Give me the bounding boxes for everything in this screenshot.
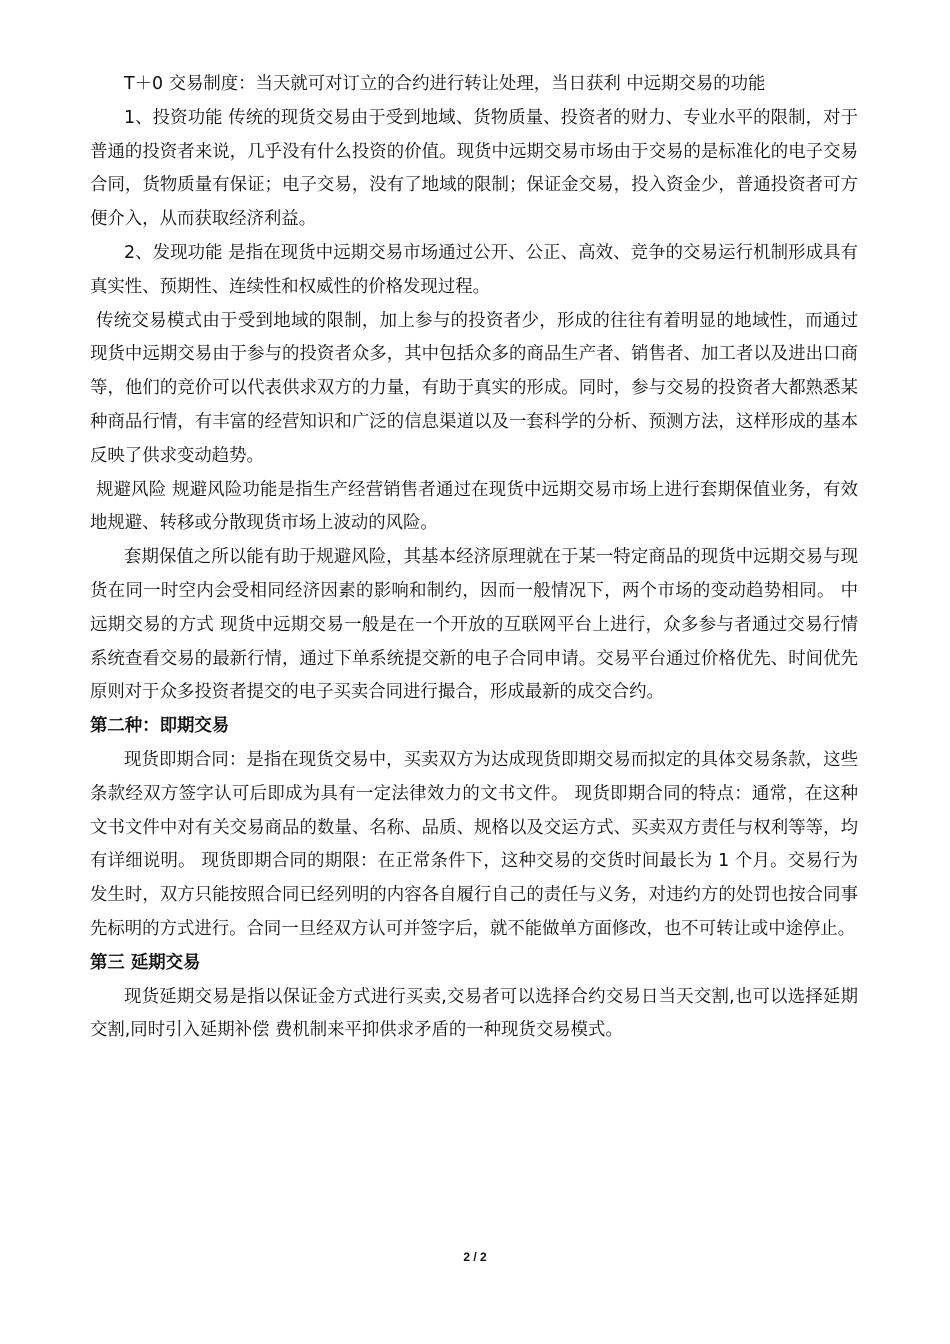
paragraph-discovery-function: 2、发现功能 是指在现货中远期交易市场通过公开、公正、高效、竞争的交易运行机制形成具有真实性、预期性、连续性和权威性的价格发现过程。 (90, 242, 858, 297)
paragraph-risk-avoidance: 规避风险 规避风险功能是指生产经营销售者通过在现货中远期交易市场上进行套期保值业务，有效地规避、转移或分散现货市场上波动的风险。 (90, 479, 858, 534)
paragraph-spot-contract: 现货即期合同：是指在现货交易中，买卖双方为达成现货即期交易而拟定的具体交易条款，这些条款经双方签字认可后即成为具有一定法律效力的文书文件。 现货即期合同的特点：通常，在这种文书文件中对有关交易商品的数量、名称、品质、规格以及交运方式、买卖双方责任与权利等等，均有详细说明。 现货即期合同的期限：在正常条件下，这种交易的交货时间最长为 1 个月。交易行为发生时，双方只能按照合同已经列明的内容各自履行自己的责任与义务，对违约方的处罚也按合同事先标明的方式进行。合同一旦经双方认可并签字后，就不能做单方面修改，也不可转让或中途停止。 (90, 749, 858, 939)
paragraph-investment-function: 1、投资功能 传统的现货交易由于受到地域、货物质量、投资者的财力、专业水平的限制，对于普通的投资者来说，几乎没有什么投资的价值。现货中远期交易市场由于交易的是标准化的电子交易合同，货物质量有保证；电子交易，没有了地域的限制；保证金交易，投入资金少，普通投资者可方便介入，从而获取经济利益。 (90, 107, 858, 230)
page-number: 2 / 2 (463, 1250, 487, 1264)
section-heading-deferred-trading: 第三 延期交易 (90, 952, 201, 973)
paragraph-hedging: 套期保值之所以能有助于规避风险，其基本经济原理就在于某一特定商品的现货中远期交易与现货在同一时空内会受相同经济因素的影响和制约，因而一般情况下，两个市场的变动趋势相同。 中远期交易的方式 现货中远期交易一般是在一个开放的互联网平台上进行，众多参与者通过交易行情系统查看交易的最新行情，通过下单系统提交新的电子合同申请。交易平台通过价格优先、时间优先原则对于众多投资者提交的电子买卖合同进行撮合，形成最新的成交合约。 (90, 547, 858, 703)
paragraph-traditional-trading: 传统交易模式由于受到地域的限制，加上参与的投资者少，形成的往往有着明显的地域性，而通过现货中远期交易由于参与的投资者众多，其中包括众多的商品生产者、销售者、加工者以及进出口商等，他们的竞价可以代表供求双方的力量，有助于真实的形成。同时，参与交易的投资者大都熟悉某种商品行情，有丰富的经营知识和广泛的信息渠道以及一套科学的分析、预测方法，这样形成的基本反映了供求变动趋势。 (90, 310, 858, 466)
document-body (90, 68, 858, 1048)
section-heading-spot-trading: 第二种：即期交易 (90, 716, 230, 737)
paragraph-t0-trading: T＋0 交易制度：当天就可对订立的合约进行转让处理，当日获利 中远期交易的功能 (124, 74, 766, 94)
paragraph-deferred-trading: 现货延期交易是指以保证金方式进行买卖,交易者可以选择合约交易日当天交割,也可以选择延期交割,同时引入延期补偿 费机制来平抑供求矛盾的一种现货交易模式。 (90, 986, 858, 1041)
